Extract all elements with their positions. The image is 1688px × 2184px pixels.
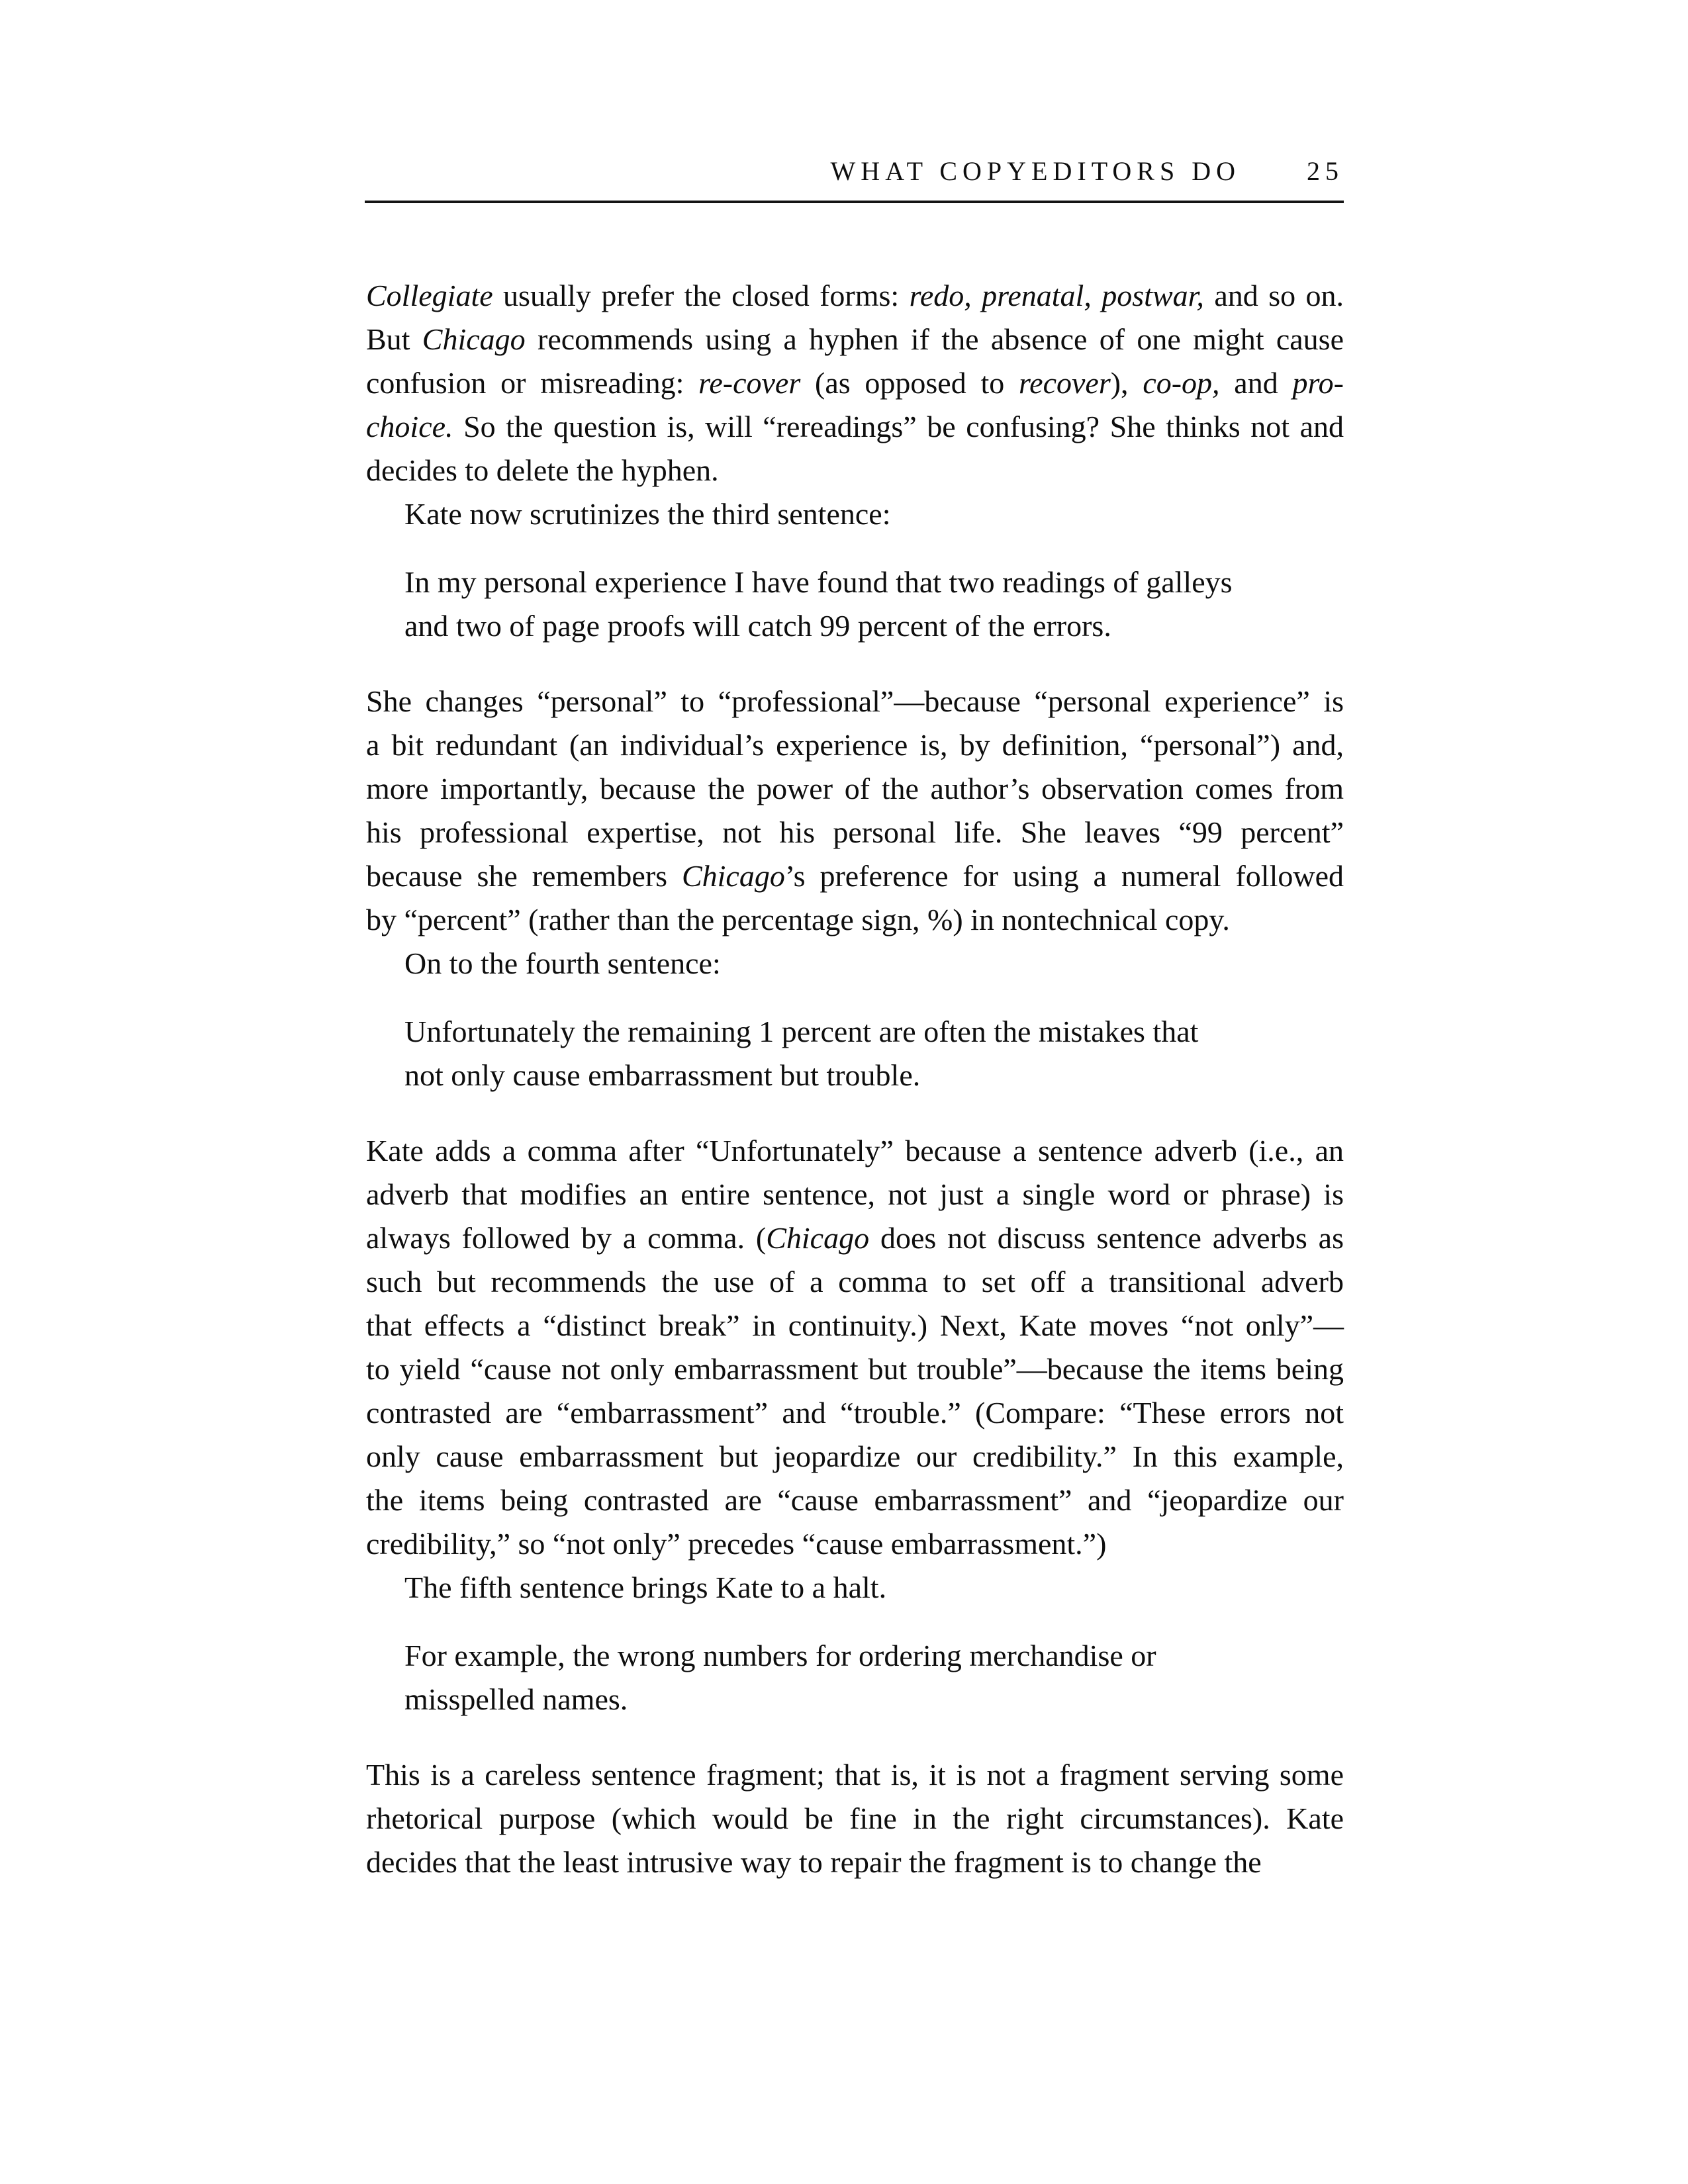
page-content — [366, 274, 1344, 1884]
text-run: She changes “personal” to “professional”—because “personal experience” is — [366, 684, 1344, 718]
text-line — [366, 942, 1344, 985]
text-line — [366, 1753, 1344, 1797]
text-run: For example, the wrong numbers for ordering merchandise or — [404, 1639, 1156, 1672]
text-line — [366, 449, 1344, 492]
text-run: (as opposed to — [800, 366, 1019, 400]
text-run: Chicago — [681, 859, 785, 893]
text-run: by “percent” (rather than the percentage sign, %) in nontechnical copy. — [366, 903, 1230, 936]
text-line — [366, 1260, 1344, 1304]
text-line — [366, 274, 1344, 318]
text-run: confusion or misreading: — [366, 366, 699, 400]
paragraph — [366, 492, 1344, 536]
text-run: usually prefer the closed forms: — [492, 279, 910, 312]
text-line — [366, 1216, 1344, 1260]
text-line — [366, 405, 1344, 449]
text-line — [366, 1304, 1344, 1347]
text-run: ), — [1110, 366, 1143, 400]
paragraph — [366, 1129, 1344, 1566]
text-line — [366, 318, 1344, 361]
text-run: credibility,” so “not only” precedes “cause embarrassment.”) — [366, 1527, 1107, 1561]
blockquote — [404, 561, 1344, 648]
text-run: and two of page proofs will catch 99 percent of the errors. — [404, 609, 1111, 643]
text-line — [366, 680, 1344, 723]
text-line — [366, 1435, 1344, 1479]
text-line — [366, 1841, 1344, 1884]
text-run: Kate now scrutinizes the third sentence: — [404, 497, 891, 531]
running-head-title: WHAT COPYEDITORS DO — [830, 156, 1241, 186]
text-line — [404, 1678, 1344, 1721]
text-run: The fifth sentence brings Kate to a halt. — [404, 1570, 887, 1604]
blockquote — [404, 1010, 1344, 1097]
text-line — [366, 1797, 1344, 1841]
text-run: rhetorical purpose (which would be fine in the right circumstances). Kate — [366, 1801, 1344, 1835]
text-run: choice. — [366, 410, 453, 443]
text-run: ’s preference for using a numeral followed — [784, 859, 1344, 893]
text-line — [366, 767, 1344, 811]
text-run: This is a careless sentence fragment; that is, it is not a fragment serving some — [366, 1758, 1344, 1792]
text-run: and — [1219, 366, 1293, 400]
page-number: 25 — [1307, 156, 1344, 186]
text-line — [366, 854, 1344, 898]
text-run: such but recommends the use of a comma to set off a transitional adverb — [366, 1265, 1344, 1298]
text-run: the items being contrasted are “cause embarrassment” and “jeopardize our — [366, 1483, 1344, 1517]
text-line — [366, 492, 1344, 536]
text-run: recover — [1018, 366, 1111, 400]
text-run: and so on. — [1203, 279, 1344, 312]
text-line — [366, 1391, 1344, 1435]
text-run: So the question is, will “rereadings” be confusing? She thinks not and — [453, 410, 1344, 443]
text-run: a bit redundant (an individual’s experience is, by definition, “personal”) and, — [366, 728, 1344, 762]
header-rule — [365, 201, 1344, 203]
text-run: contrasted are “embarrassment” and “trouble.” (Compare: “These errors not — [366, 1396, 1344, 1430]
paragraph — [366, 274, 1344, 492]
text-line — [366, 723, 1344, 767]
paragraph — [366, 680, 1344, 942]
text-run: pro- — [1292, 366, 1344, 400]
text-run: because she remembers — [366, 859, 682, 893]
text-run: that effects a “distinct break” in continuity.) Next, Kate moves “not only”— — [366, 1308, 1344, 1342]
text-run: decides that the least intrusive way to repair the fragment is to change the — [366, 1845, 1262, 1879]
text-run: adverb that modifies an entire sentence, not just a single word or phrase) is — [366, 1177, 1344, 1211]
text-run: not only cause embarrassment but trouble. — [404, 1058, 921, 1092]
text-line — [366, 898, 1344, 942]
text-run: Chicago — [766, 1221, 870, 1255]
text-line — [366, 811, 1344, 854]
blockquote — [404, 1634, 1344, 1721]
text-run: recommends using a hyphen if the absence of one might cause — [525, 322, 1344, 356]
text-line — [366, 1566, 1344, 1610]
text-run: to yield “cause not only embarrassment but trouble”—because the items being — [366, 1352, 1344, 1386]
text-run: co-op, — [1143, 366, 1220, 400]
running-head — [366, 156, 1344, 187]
text-run: redo, prenatal, postwar, — [909, 279, 1204, 312]
text-run: In my personal experience I have found that two readings of galleys — [404, 565, 1233, 599]
text-line — [404, 561, 1344, 604]
text-run: re-cover — [698, 366, 801, 400]
text-line — [366, 1479, 1344, 1522]
text-run: Kate adds a comma after “Unfortunately” because a sentence adverb (i.e., an — [366, 1134, 1344, 1167]
text-line — [404, 604, 1344, 648]
paragraph — [366, 1753, 1344, 1884]
text-line — [366, 1522, 1344, 1566]
text-line — [404, 1054, 1344, 1097]
text-run: misspelled names. — [404, 1682, 628, 1716]
text-run: decides to delete the hyphen. — [366, 453, 719, 487]
text-run: On to the fourth sentence: — [404, 946, 721, 980]
paragraph — [366, 1566, 1344, 1610]
text-line — [366, 361, 1344, 405]
text-run: Collegiate — [366, 279, 493, 312]
text-line — [404, 1010, 1344, 1054]
text-run: always followed by a comma. ( — [366, 1221, 767, 1255]
text-run: Chicago — [422, 322, 526, 356]
text-run: But — [366, 322, 422, 356]
text-line — [366, 1347, 1344, 1391]
text-run: only cause embarrassment but jeopardize our credibility.” In this example, — [366, 1439, 1344, 1473]
text-line — [366, 1129, 1344, 1173]
text-run: more importantly, because the power of the author’s observation comes from — [366, 772, 1344, 805]
text-line — [404, 1634, 1344, 1678]
text-line — [366, 1173, 1344, 1216]
paragraph — [366, 942, 1344, 985]
text-run: does not discuss sentence adverbs as — [869, 1221, 1344, 1255]
text-run: Unfortunately the remaining 1 percent are often the mistakes that — [404, 1015, 1199, 1048]
text-run: his professional expertise, not his personal life. She leaves “99 percent” — [366, 815, 1344, 849]
